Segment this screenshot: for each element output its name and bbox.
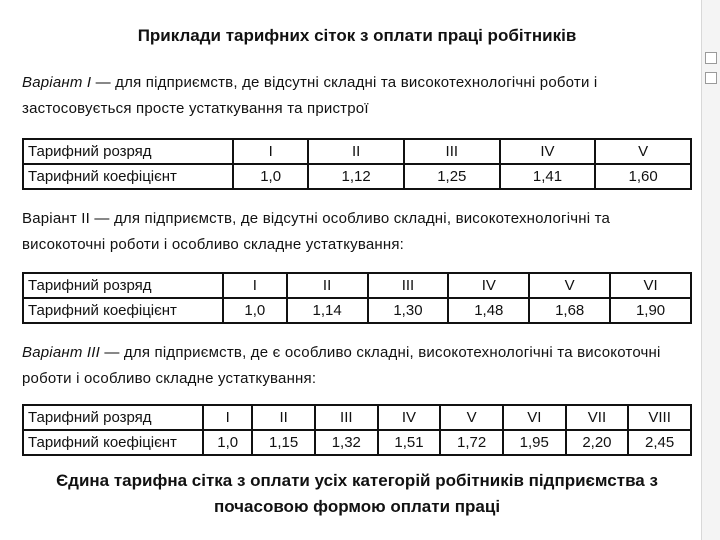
grade-cell: II: [287, 273, 368, 298]
coefficient-row: [23, 430, 691, 455]
grade-row: [23, 405, 691, 430]
coefficient-cell: 1,41: [500, 164, 596, 189]
grade-cell: I: [203, 405, 252, 430]
grade-cell: V: [529, 273, 610, 298]
grade-row: [23, 139, 691, 164]
coefficient-row-label: Тарифний коефіцієнт: [23, 298, 223, 323]
grade-row-label: Тарифний розряд: [23, 139, 233, 164]
grade-cell: I: [233, 139, 308, 164]
grade-cell: VI: [610, 273, 691, 298]
coefficient-row: [23, 298, 691, 323]
square-bullet-icon: [705, 72, 717, 84]
coefficient-cell: 1,14: [287, 298, 368, 323]
grade-row-label: Тарифний розряд: [23, 273, 223, 298]
coefficient-cell: 2,45: [628, 430, 691, 455]
variant-3-description: [22, 340, 694, 392]
coefficient-cell: 1,90: [610, 298, 691, 323]
coefficient-cell: 1,95: [503, 430, 566, 455]
variant-3-name: Варіант III: [22, 344, 100, 361]
coefficient-cell: 1,15: [252, 430, 315, 455]
variant-2-description: [22, 206, 694, 258]
coefficient-cell: 1,0: [203, 430, 252, 455]
document-page: [14, 8, 700, 526]
variant-2-name: Варіант II: [22, 210, 91, 227]
grade-cell: V: [595, 139, 691, 164]
variant-3-text: — для підприємств, де є особливо складні, високотехнологічні та високоточні роботи і особливо складне устаткування:: [22, 344, 661, 387]
grade-row: [23, 273, 691, 298]
grade-cell: VI: [503, 405, 566, 430]
coefficient-cell: 1,72: [440, 430, 503, 455]
tariff-table-variant-1: [22, 138, 692, 190]
grade-cell: I: [223, 273, 287, 298]
coefficient-cell: 1,12: [308, 164, 404, 189]
variant-1-text: — для підприємств, де відсутні складні та високотехнологічні роботи і застосовується просте устаткування та пристрої: [22, 74, 598, 117]
coefficient-row: [23, 164, 691, 189]
unified-grid-title: Єдина тарифна сітка з оплати усіх категорій робітників підприємства з почасовою формою оплати праці: [56, 471, 658, 516]
coefficient-cell: 1,0: [233, 164, 308, 189]
grade-cell: IV: [448, 273, 529, 298]
variant-2-text: — для підприємств, де відсутні особливо складні, високотехнологічні та високоточні роботи і особливо складне устаткування:: [22, 210, 611, 253]
coefficient-cell: 1,30: [368, 298, 449, 323]
coefficient-row-label: Тарифний коефіцієнт: [23, 430, 203, 455]
grade-cell: V: [440, 405, 503, 430]
coefficient-cell: 1,32: [315, 430, 378, 455]
grade-cell: VIII: [628, 405, 691, 430]
grade-cell: III: [368, 273, 449, 298]
tariff-table-variant-2: [22, 272, 692, 324]
coefficient-cell: 1,68: [529, 298, 610, 323]
grade-row-label: Тарифний розряд: [23, 405, 203, 430]
grade-cell: III: [315, 405, 378, 430]
grade-cell: IV: [378, 405, 441, 430]
coefficient-cell: 2,20: [566, 430, 629, 455]
slide-side-rail: [701, 0, 720, 540]
grade-cell: VII: [566, 405, 629, 430]
grade-cell: II: [308, 139, 404, 164]
square-bullet-icon: [705, 52, 717, 64]
coefficient-cell: 1,60: [595, 164, 691, 189]
variant-1-name: Варіант I: [22, 74, 92, 91]
variant-1-description: [22, 70, 694, 122]
coefficient-cell: 1,51: [378, 430, 441, 455]
tariff-table-variant-3: [22, 404, 692, 456]
coefficient-cell: 1,25: [404, 164, 500, 189]
document-title: Приклади тарифних сіток з оплати праці робітників: [137, 26, 577, 45]
grade-cell: III: [404, 139, 500, 164]
coefficient-cell: 1,0: [223, 298, 287, 323]
grade-cell: IV: [500, 139, 596, 164]
coefficient-cell: 1,48: [448, 298, 529, 323]
grade-cell: II: [252, 405, 315, 430]
coefficient-row-label: Тарифний коефіцієнт: [23, 164, 233, 189]
